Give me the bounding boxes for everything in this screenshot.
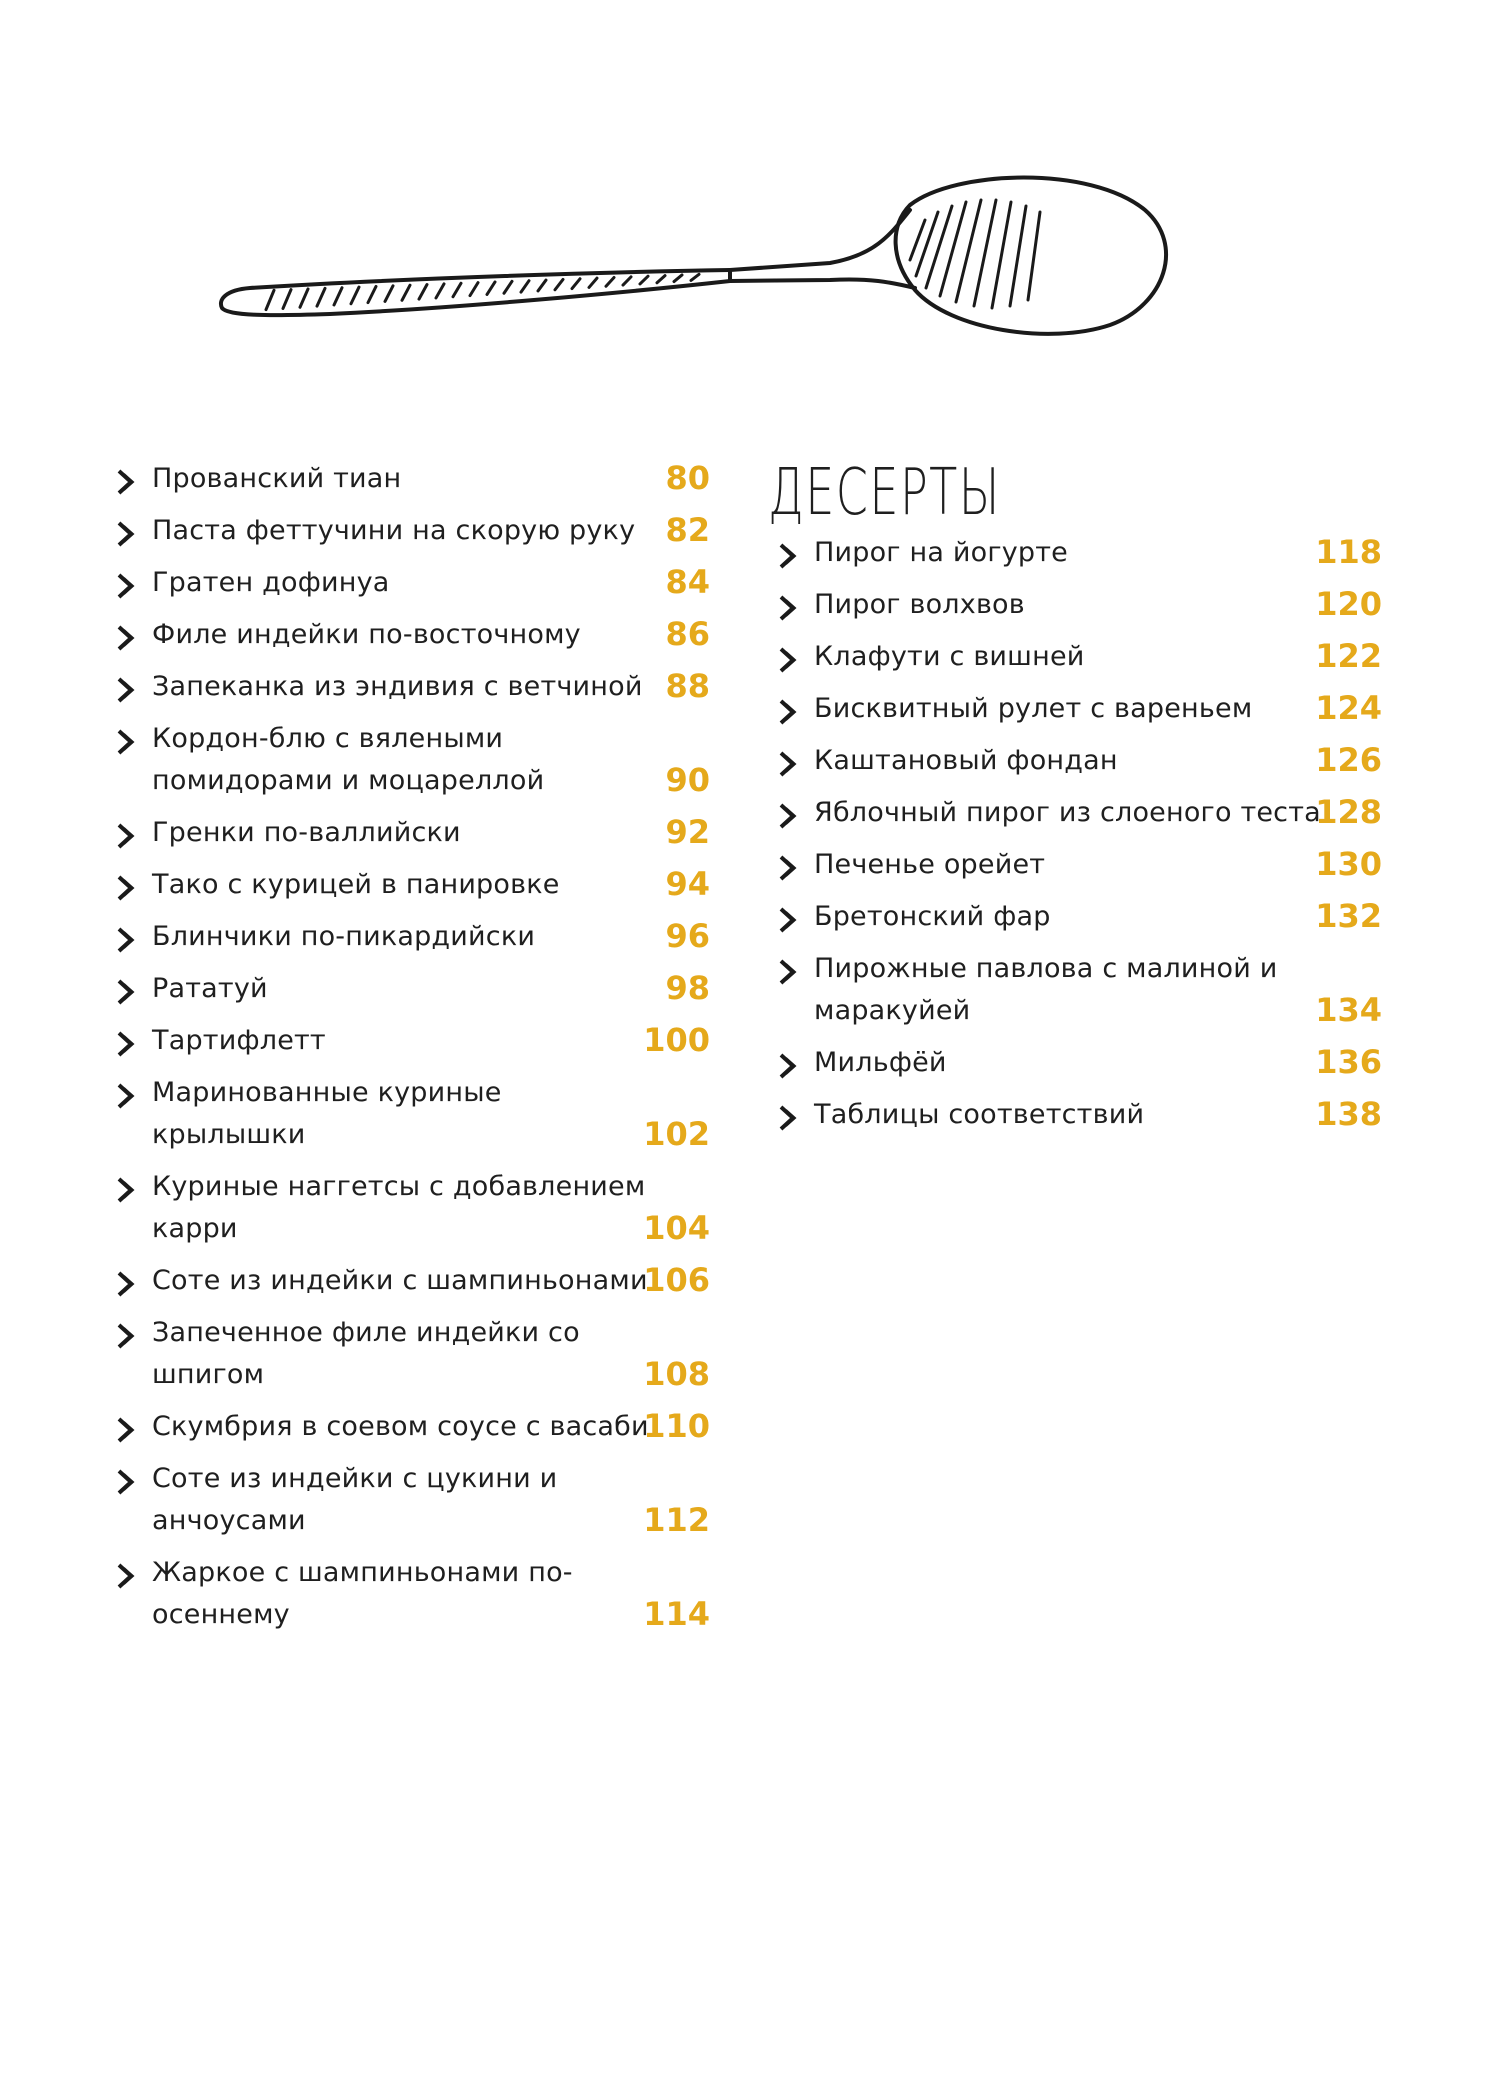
toc-entry-page-number: 122 <box>1315 637 1382 675</box>
toc-entry[interactable] <box>772 844 1382 886</box>
toc-entry-page-number: 126 <box>1315 741 1382 779</box>
toc-entry[interactable] <box>772 948 1382 1032</box>
chevron-right-icon <box>778 595 798 621</box>
chevron-right-icon <box>778 855 798 881</box>
chevron-right-icon <box>778 959 798 985</box>
toc-entry[interactable] <box>110 1406 710 1448</box>
toc-entry-page-number: 84 <box>665 563 710 601</box>
toc-right-column <box>768 456 1382 1146</box>
toc-entry-title: Блинчики по-пикардийски <box>152 921 536 952</box>
chevron-right-icon <box>116 1271 136 1297</box>
chevron-right-icon <box>778 907 798 933</box>
toc-entry-page-number: 100 <box>643 1021 710 1059</box>
chevron-right-icon <box>116 927 136 953</box>
chevron-right-icon <box>116 1323 136 1349</box>
toc-entry-page-number: 128 <box>1315 793 1382 831</box>
toc-entry-title: Пирог волхвов <box>814 589 1025 620</box>
toc-entry[interactable] <box>772 896 1382 938</box>
toc-entry-page-number: 80 <box>665 459 710 497</box>
chevron-right-icon <box>116 469 136 495</box>
section-title-desserts: ДЕСЕРТЫ <box>768 456 1001 530</box>
toc-entry-page-number: 82 <box>665 511 710 549</box>
toc-entry-page-number: 90 <box>665 761 710 799</box>
chevron-right-icon <box>116 625 136 651</box>
toc-left-column <box>110 458 710 1646</box>
toc-entry-title: Гренки по-валлийски <box>152 817 461 848</box>
toc-entry-title: Таблицы соответствий <box>814 1099 1145 1130</box>
toc-entry[interactable] <box>110 510 710 552</box>
toc-entry-page-number: 94 <box>665 865 710 903</box>
toc-entry[interactable] <box>110 1166 710 1250</box>
toc-entry-title: Мильфёй <box>814 1047 947 1078</box>
toc-entry[interactable] <box>772 636 1382 678</box>
toc-entry-title: Яблочный пирог из слоеного теста <box>814 797 1321 828</box>
chevron-right-icon <box>116 1031 136 1057</box>
chevron-right-icon <box>116 1177 136 1203</box>
toc-entry[interactable] <box>110 1312 710 1396</box>
toc-entry-title: Пирожные павлова с малиной и маракуйей <box>814 953 1278 1026</box>
chevron-right-icon <box>778 751 798 777</box>
toc-entry[interactable] <box>110 614 710 656</box>
chevron-right-icon <box>778 1053 798 1079</box>
toc-entry-page-number: 106 <box>643 1261 710 1299</box>
chevron-right-icon <box>778 543 798 569</box>
toc-entry-title: Печенье орейет <box>814 849 1046 880</box>
toc-entry-page-number: 124 <box>1315 689 1382 727</box>
chevron-right-icon <box>116 1083 136 1109</box>
toc-entry[interactable] <box>110 718 710 802</box>
toc-entry[interactable] <box>772 688 1382 730</box>
toc-entry-page-number: 88 <box>665 667 710 705</box>
toc-entry[interactable] <box>110 916 710 958</box>
toc-entry[interactable] <box>110 1020 710 1062</box>
toc-entry-page-number: 134 <box>1315 991 1382 1029</box>
toc-entry-title: Пирог на йогурте <box>814 537 1068 568</box>
toc-entry[interactable] <box>110 968 710 1010</box>
toc-entry-title: Кордон-блю с вялеными помидорами и моцареллой <box>152 723 545 796</box>
toc-entry-title: Скумбрия в соевом соусе с васаби <box>152 1411 649 1442</box>
toc-entry-title: Прованский тиан <box>152 463 402 494</box>
toc-entry-page-number: 118 <box>1315 533 1382 571</box>
toc-entry[interactable] <box>772 740 1382 782</box>
toc-entry[interactable] <box>110 562 710 604</box>
toc-entry-title: Каштановый фондан <box>814 745 1118 776</box>
chevron-right-icon <box>116 1417 136 1443</box>
toc-entry-title: Клафути с вишней <box>814 641 1085 672</box>
chevron-right-icon <box>116 729 136 755</box>
toc-entry-page-number: 138 <box>1315 1095 1382 1133</box>
toc-entry-title: Рататуй <box>152 973 268 1004</box>
toc-entry-page-number: 114 <box>643 1595 710 1633</box>
toc-entry-title: Филе индейки по-восточному <box>152 619 581 650</box>
toc-entry-title: Соте из индейки с цукини и анчоусами <box>152 1463 558 1536</box>
toc-entry-page-number: 92 <box>665 813 710 851</box>
toc-entry-page-number: 108 <box>643 1355 710 1393</box>
toc-entry-title: Запеканка из эндивия с ветчиной <box>152 671 643 702</box>
chevron-right-icon <box>116 823 136 849</box>
toc-entry-page-number: 130 <box>1315 845 1382 883</box>
chevron-right-icon <box>116 1563 136 1589</box>
toc-entry[interactable] <box>110 1552 710 1636</box>
toc-entry[interactable] <box>772 584 1382 626</box>
toc-entry-page-number: 132 <box>1315 897 1382 935</box>
toc-entry-title: Жаркое с шампиньонами по-осеннему <box>152 1557 573 1630</box>
chevron-right-icon <box>116 521 136 547</box>
toc-entry[interactable] <box>110 864 710 906</box>
toc-entry[interactable] <box>110 1458 710 1542</box>
chevron-right-icon <box>116 677 136 703</box>
toc-entry[interactable] <box>110 666 710 708</box>
toc-entry-page-number: 110 <box>643 1407 710 1445</box>
toc-entry-title: Гратен дофинуа <box>152 567 390 598</box>
chevron-right-icon <box>116 979 136 1005</box>
spoon-illustration <box>210 160 1180 350</box>
toc-entry-title: Тартифлетт <box>152 1025 326 1056</box>
toc-entry[interactable] <box>110 1260 710 1302</box>
toc-entry-title: Соте из индейки с шампиньонами <box>152 1265 648 1296</box>
toc-entry-page-number: 104 <box>643 1209 710 1247</box>
toc-entry-page-number: 120 <box>1315 585 1382 623</box>
toc-entry[interactable] <box>110 812 710 854</box>
toc-entry[interactable] <box>110 458 710 500</box>
toc-entry-page-number: 136 <box>1315 1043 1382 1081</box>
toc-entry-title: Тако с курицей в панировке <box>152 869 560 900</box>
toc-entry-title: Бретонский фар <box>814 901 1051 932</box>
toc-entry-title: Паста феттучини на скорую руку <box>152 515 636 546</box>
chevron-right-icon <box>778 803 798 829</box>
toc-entry-page-number: 102 <box>643 1115 710 1153</box>
toc-entry[interactable] <box>772 1042 1382 1084</box>
toc-entry-page-number: 112 <box>643 1501 710 1539</box>
chevron-right-icon <box>116 875 136 901</box>
chevron-right-icon <box>116 1469 136 1495</box>
toc-entry-page-number: 96 <box>665 917 710 955</box>
chevron-right-icon <box>116 573 136 599</box>
toc-entry[interactable] <box>772 532 1382 574</box>
toc-entry-title: Бисквитный рулет с вареньем <box>814 693 1253 724</box>
toc-entry[interactable] <box>772 1094 1382 1136</box>
toc-entry-title: Маринованные куриные крылышки <box>152 1077 502 1150</box>
chevron-right-icon <box>778 647 798 673</box>
toc-entry-page-number: 86 <box>665 615 710 653</box>
chevron-right-icon <box>778 699 798 725</box>
toc-entry-page-number: 98 <box>665 969 710 1007</box>
toc-entry-title: Запеченное филе индейки со шпигом <box>152 1317 580 1390</box>
toc-entry[interactable] <box>110 1072 710 1156</box>
chevron-right-icon <box>778 1105 798 1131</box>
toc-entry[interactable] <box>772 792 1382 834</box>
toc-entry-title: Куриные наггетсы с добавлением карри <box>152 1171 646 1244</box>
